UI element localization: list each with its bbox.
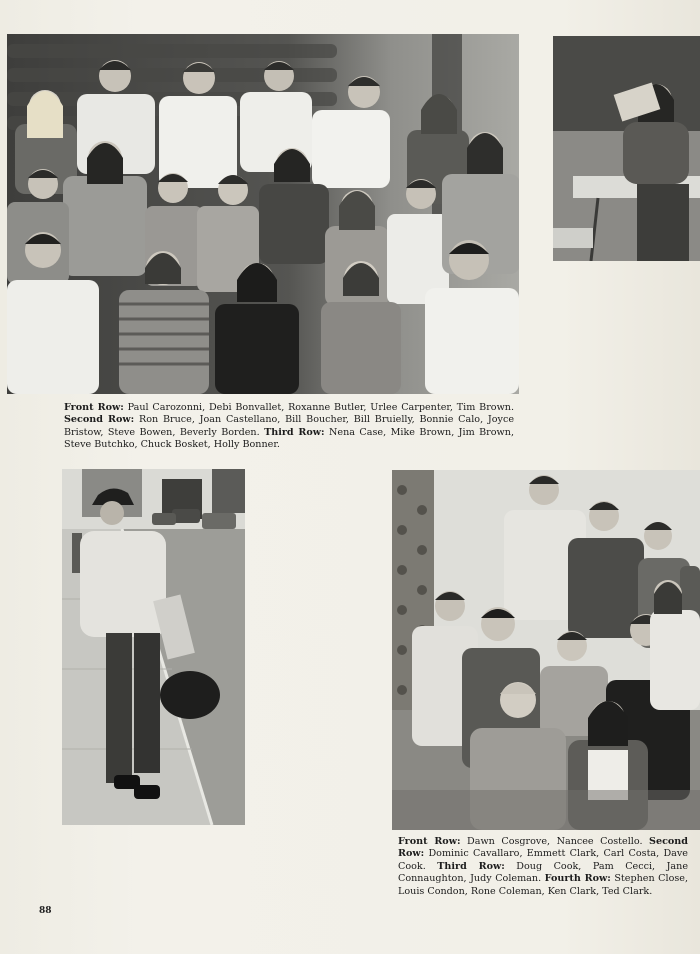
walking-photo-image <box>62 469 245 825</box>
group-photo-1-caption <box>64 402 514 452</box>
caption2-row1-label: Front Row: <box>398 836 461 847</box>
group-photo-1 <box>7 34 519 394</box>
group-photo-2 <box>392 470 700 830</box>
caption1-row1-names: Paul Carozonni, Debi Bonvallet, Roxanne Butler, Urlee Carpenter, Tim Brown. <box>127 402 515 413</box>
caption2-row3-names: Doug Cook, Pam Cecci, Jane Connaughton, Judy Coleman. <box>398 860 688 885</box>
caption2-row4-names: Stephen Close, Louis Condon, Rone Coleman, Ken Clark, Ted Clark. <box>398 873 688 897</box>
group-photo-2-image <box>392 470 700 830</box>
caption1-row3-names: Nena Case, Mike Brown, Jim Brown, Steve Butchko, Chuck Bosket, Holly Bonner. <box>64 426 514 451</box>
reading-photo <box>553 36 700 261</box>
walking-photo <box>62 469 245 825</box>
reading-photo-image <box>553 36 700 261</box>
caption1-row2-names: Ron Bruce, Joan Castellano, Bill Boucher, Bill Bruielly, Bonnie Calo, Joyce Bristow, Steve Bowen, Beverly Borden. <box>64 414 514 438</box>
caption2-row4-label: Fourth Row: <box>544 873 611 885</box>
group-photo-2-caption <box>398 836 688 898</box>
caption1-row3-label: Third Row: <box>264 426 325 438</box>
group-photo-1-image <box>7 34 519 394</box>
caption2-row2-label: Second Row: <box>398 836 688 860</box>
page-number: 88 <box>39 906 52 916</box>
caption2-row1-names: Dawn Cosgrove, Nancee Costello. <box>467 836 643 847</box>
caption1-row2-label: Second Row: <box>64 414 135 426</box>
caption1-row1-label: Front Row: <box>64 402 124 413</box>
caption2-row2-names: Dominic Cavallaro, Emmett Clark, Carl Costa, Dave Cook. <box>398 848 688 872</box>
caption2-row3-label: Third Row: <box>437 860 505 872</box>
